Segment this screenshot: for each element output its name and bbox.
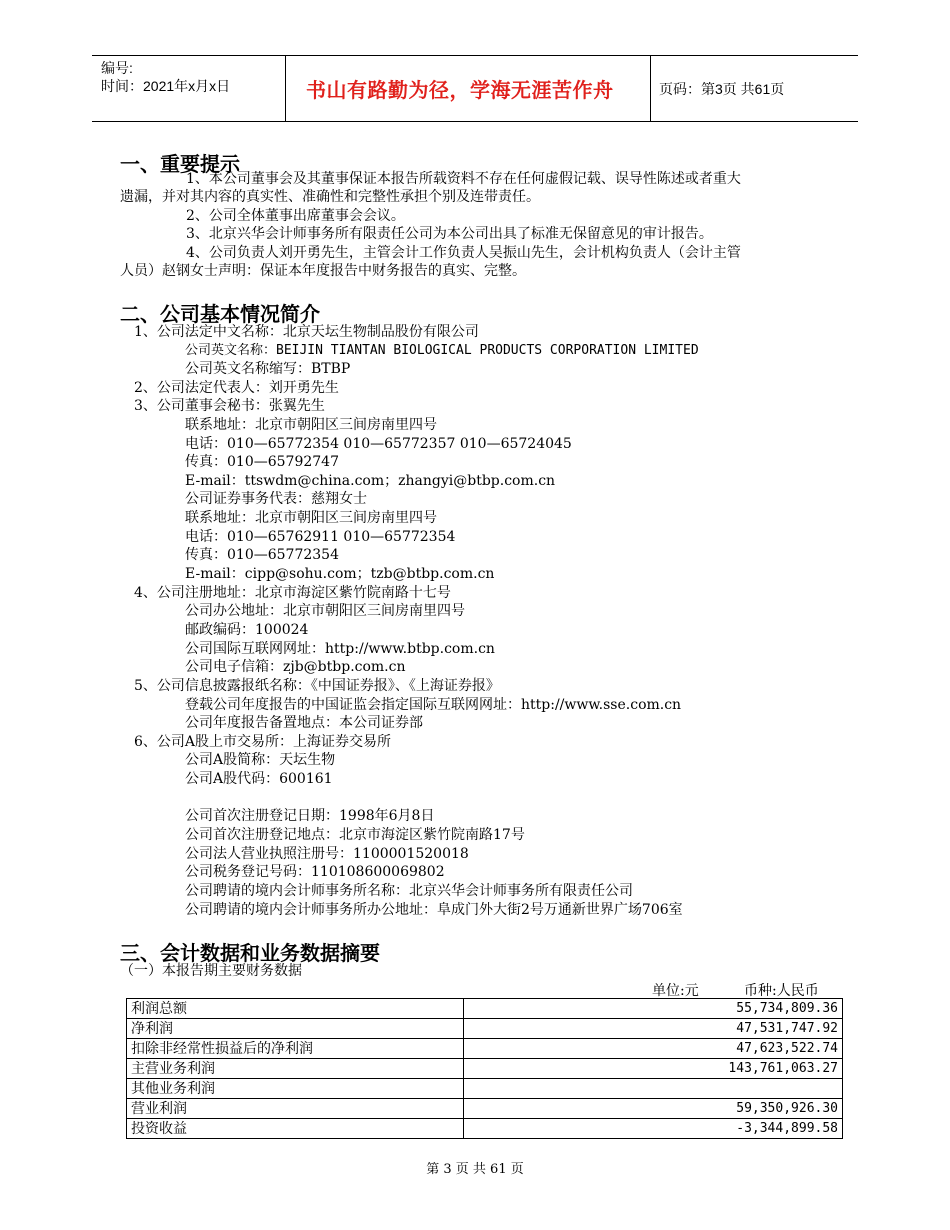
info-line: 登载公司年度报告的中国证监会指定国际互联网网址：http://www.sse.com.cn <box>185 697 682 713</box>
info-line: 邮政编码：100024 <box>185 622 309 638</box>
table-row <box>127 1099 843 1119</box>
row-value: -3,344,899.58 <box>464 1119 843 1139</box>
info-line: 4、公司注册地址：北京市海淀区紫竹院南路十七号 <box>134 585 451 601</box>
time-label: 时间：2021年x月x日 <box>101 78 231 94</box>
unit-label: 单位:元 <box>652 983 699 999</box>
row-label: 利润总额 <box>127 999 464 1019</box>
row-value: 47,623,522.74 <box>464 1039 843 1059</box>
header-top-rule <box>92 55 858 56</box>
info-line: 公司英文名称缩写：BTBP <box>185 361 351 377</box>
info-line: 联系地址：北京市朝阳区三间房南里四号 <box>185 510 437 526</box>
notice-paragraph-3: 3、北京兴华会计师事务所有限责任公司为本公司出具了标准无保留意见的审计报告。 <box>186 226 713 242</box>
header-divider-left <box>285 55 286 121</box>
info-line: 公司证券事务代表：慈翔女士 <box>185 491 367 507</box>
section3-subtitle: （一）本报告期主要财务数据 <box>120 963 302 979</box>
info-line: 联系地址：北京市朝阳区三间房南里四号 <box>185 417 437 433</box>
row-label: 投资收益 <box>127 1119 464 1139</box>
info-line: 3、公司董事会秘书：张翼先生 <box>134 398 325 414</box>
info-line: 5、公司信息披露报纸名称：《中国证券报》、《上海证券报》 <box>134 678 500 694</box>
info-line: 电话：010—65762911 010—65772354 <box>185 529 456 545</box>
financial-data-table <box>126 998 843 1139</box>
info-line: 公司年度报告备置地点：本公司证券部 <box>185 715 423 731</box>
info-line: 公司首次注册登记日期：1998年6月8日 <box>185 808 435 824</box>
currency-label: 币种:人民币 <box>744 983 819 999</box>
info-line: 公司国际互联网网址：http://www.btbp.com.cn <box>185 641 495 657</box>
info-line: 传真：010—65792747 <box>185 454 339 470</box>
section2-title: 二、公司基本情况简介 <box>120 302 320 326</box>
info-line: 1、公司法定中文名称：北京天坛生物制品股份有限公司 <box>134 324 479 340</box>
table-row <box>127 1079 843 1099</box>
info-line: 2、公司法定代表人：刘开勇先生 <box>134 380 339 396</box>
info-line: E-mail：cipp@sohu.com；tzb@btbp.com.cn <box>185 566 495 582</box>
info-line: 公司英文名称：BEIJIN TIANTAN BIOLOGICAL PRODUCTS CORPORATION LIMITED <box>185 343 699 358</box>
info-line: 公司A股简称：天坛生物 <box>185 752 336 768</box>
notice-paragraph-2: 2、公司全体董事出席董事会会议。 <box>186 208 405 224</box>
notice-paragraph-1-line-2: 遗漏，并对其内容的真实性、准确性和完整性承担个别及连带责任。 <box>120 189 540 205</box>
header-bottom-rule <box>92 121 858 122</box>
notice-paragraph-1-line-1: 1、本公司董事会及其董事保证本报告所载资料不存在任何虚假记载、误导性陈述或者重大 <box>186 171 741 187</box>
info-line: 公司法人营业执照注册号：1100001520018 <box>185 846 469 862</box>
info-line: 公司税务登记号码：110108600069802 <box>185 864 445 880</box>
row-value: 47,531,747.92 <box>464 1019 843 1039</box>
row-label: 扣除非经常性损益后的净利润 <box>127 1039 464 1059</box>
info-line: 电话：010—65772354 010—65772357 010—65724045 <box>185 436 572 452</box>
notice-paragraph-4-line-2: 人员）赵钢女士声明：保证本年度报告中财务报告的真实、完整。 <box>120 263 526 279</box>
info-line: E-mail：ttswdm@china.com；zhangyi@btbp.com.cn <box>185 473 556 489</box>
row-label: 净利润 <box>127 1019 464 1039</box>
row-value: 143,761,063.27 <box>464 1059 843 1079</box>
info-line: 公司首次注册登记地点：北京市海淀区紫竹院南路17号 <box>185 827 525 843</box>
section1-title: 一、重要提示 <box>120 152 240 176</box>
table-row <box>127 1019 843 1039</box>
row-label: 主营业务利润 <box>127 1059 464 1079</box>
row-value <box>464 1079 843 1099</box>
header-divider-right <box>650 55 651 121</box>
notice-paragraph-4-line-1: 4、公司负责人刘开勇先生，主管会计工作负责人吴振山先生，会计机构负责人（会计主管 <box>186 245 741 261</box>
motto: 书山有路勤为径，学海无涯苦作舟 <box>306 78 614 102</box>
table-row <box>127 1039 843 1059</box>
info-line: 公司电子信箱：zjb@btbp.com.cn <box>185 659 406 675</box>
row-label: 其他业务利润 <box>127 1079 464 1099</box>
info-line: 公司办公地址：北京市朝阳区三间房南里四号 <box>185 603 465 619</box>
info-line: 6、公司A股上市交易所：上海证券交易所 <box>134 734 392 750</box>
info-line: 公司聘请的境内会计师事务所名称：北京兴华会计师事务所有限责任公司 <box>185 883 633 899</box>
table-row <box>127 1119 843 1139</box>
table-row <box>127 999 843 1019</box>
row-value: 59,350,926.30 <box>464 1099 843 1119</box>
info-line: 公司聘请的境内会计师事务所办公地址：阜成门外大街2号万通新世界广场706室 <box>185 902 683 918</box>
info-line: 传真：010—65772354 <box>185 547 339 563</box>
section3-title: 三、会计数据和业务数据摘要 <box>120 941 380 965</box>
info-line: 公司A股代码：600161 <box>185 771 333 787</box>
row-label: 营业利润 <box>127 1099 464 1119</box>
page-label: 页码：第3页 共61页 <box>659 81 785 97</box>
row-value: 55,734,809.36 <box>464 999 843 1019</box>
page-footer: 第 3 页 共 61 页 <box>426 1162 524 1177</box>
table-row <box>127 1059 843 1079</box>
serial-label: 编号: <box>101 60 133 76</box>
